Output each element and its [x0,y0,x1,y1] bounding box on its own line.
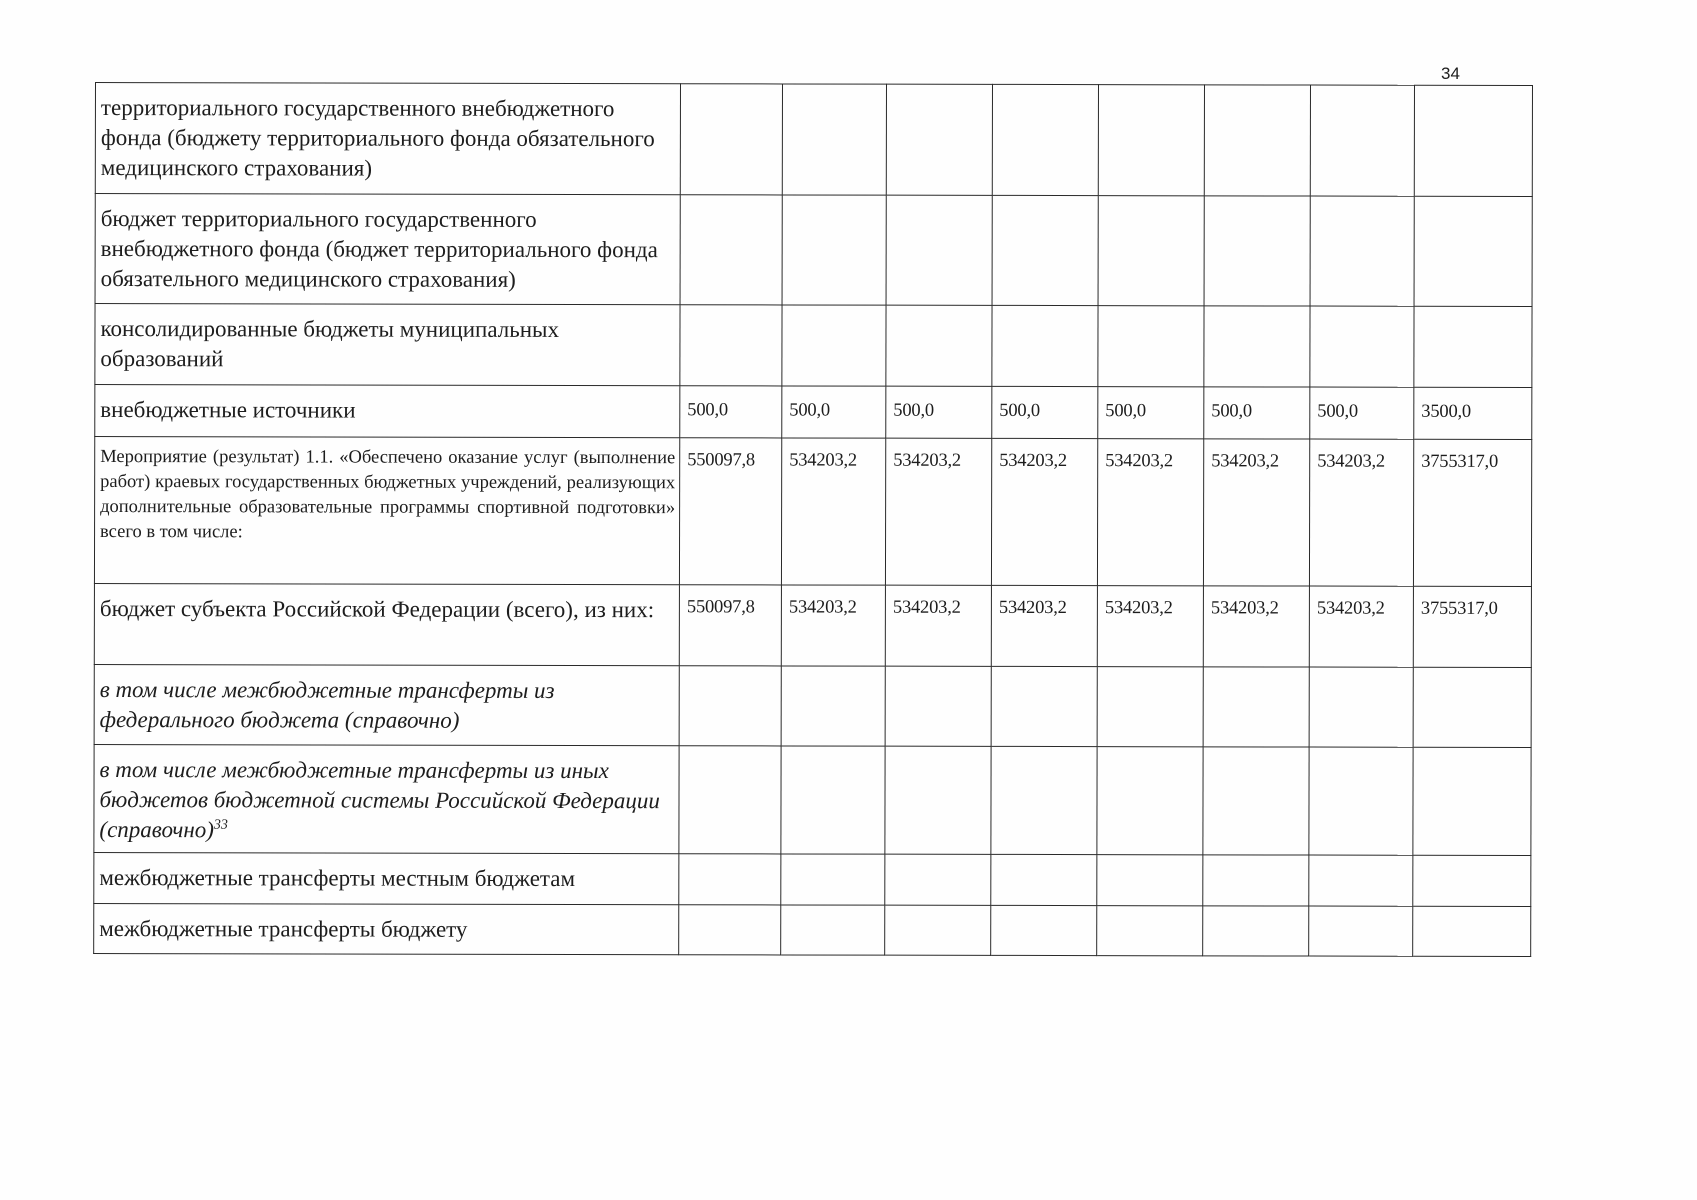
total-cell: 3500,0 [1414,387,1532,439]
value-cell: 534203,2 [781,438,885,585]
value-cell [1310,196,1414,306]
value-cell [679,905,781,955]
value-cell [781,746,885,854]
table-row [95,194,1532,307]
table-row [94,744,1531,855]
value-cell [1309,855,1413,906]
value-cell: 534203,2 [991,585,1097,666]
value-cell: 500,0 [992,386,1098,438]
value-cell [782,84,886,195]
value-cell [991,746,1097,854]
table-row [94,437,1531,587]
value-cell [781,666,885,746]
row-label: бюджет субъекта Российской Федерации (всего), из них: [94,583,679,665]
value-cell: 500,0 [1098,387,1204,439]
value-cell: 500,0 [886,386,992,438]
value-cell [886,195,992,305]
value-cell [782,195,886,305]
value-cell [885,854,991,905]
total-cell: 3755317,0 [1413,439,1531,586]
value-cell [1203,747,1309,855]
total-cell [1414,196,1532,306]
value-cell: 550097,8 [679,585,781,666]
table-row [95,385,1532,440]
value-cell [1204,196,1310,306]
value-cell [991,854,1097,905]
value-cell: 534203,2 [781,585,885,666]
footnote-marker: 33 [213,817,228,833]
table-row [94,852,1531,906]
row-label-text: в том числе межбюджетные трансферты из иных бюджетов бюджетной системы Российской Федерации (справочно) [99,757,660,843]
row-label [94,744,679,853]
value-cell [991,666,1097,746]
total-cell [1413,906,1531,956]
row-label: межбюджетные трансферты бюджету [94,903,679,954]
value-cell [885,905,991,955]
value-cell: 500,0 [782,386,886,438]
row-label: межбюджетные трансферты местным бюджетам [94,852,679,904]
value-cell [1098,196,1204,306]
value-cell [1204,85,1310,196]
value-cell [1098,85,1204,196]
value-cell [781,905,885,955]
value-cell [1203,906,1309,956]
table-row [94,903,1531,956]
table-row [95,83,1532,197]
value-cell: 534203,2 [1309,586,1413,667]
row-label: бюджет территориального государственного внебюджетного фонда (бюджет территориального фонда обязательного медицинского страхования) [95,194,680,305]
value-cell [1203,667,1309,747]
row-label: территориального государственного внебюджетного фонда (бюджету территориального фонда обязательного медицинского страхования) [95,83,680,195]
value-cell [1310,306,1414,387]
value-cell [1097,906,1203,956]
total-cell [1413,747,1531,855]
value-cell [781,854,885,905]
value-cell: 534203,2 [1097,439,1203,586]
value-cell: 500,0 [1204,387,1310,439]
table-row [94,664,1531,747]
value-cell: 534203,2 [991,438,1097,585]
budget-table [93,82,1533,957]
page-number: 34 [1441,64,1460,83]
total-cell [1413,667,1531,747]
total-cell [1414,85,1532,196]
value-cell [782,305,886,386]
value-cell: 500,0 [1310,387,1414,439]
row-label: консолидированные бюджеты муниципальных образований [95,304,680,386]
total-cell: 3755317,0 [1413,586,1531,667]
row-label: внебюджетные источники [95,385,680,438]
value-cell [1309,906,1413,956]
row-label: в том числе межбюджетные трансферты из федерального бюджета (справочно) [94,664,679,745]
value-cell [1097,855,1203,906]
value-cell [680,305,782,386]
value-cell: 534203,2 [1309,439,1413,586]
value-cell [991,905,1097,955]
value-cell [679,854,781,905]
value-cell [1310,85,1414,196]
value-cell [886,84,992,195]
value-cell: 534203,2 [1097,586,1203,667]
value-cell: 534203,2 [885,585,991,666]
value-cell [885,666,991,746]
value-cell: 500,0 [680,386,782,438]
value-cell [1097,747,1203,855]
table-row [95,304,1532,388]
value-cell [1203,855,1309,906]
value-cell [992,195,1098,305]
value-cell [680,84,782,195]
value-cell [1309,667,1413,747]
value-cell [992,84,1098,195]
value-cell: 534203,2 [1203,586,1309,667]
value-cell [1098,306,1204,387]
total-cell [1413,855,1531,906]
value-cell [679,666,781,746]
value-cell [679,746,781,854]
value-cell: 550097,8 [679,438,781,585]
value-cell [1204,306,1310,387]
value-cell [1097,667,1203,747]
value-cell [1309,747,1413,855]
value-cell [992,305,1098,386]
table-row [94,583,1531,667]
value-cell: 534203,2 [1203,439,1309,586]
value-cell [680,195,782,305]
value-cell [886,305,992,386]
value-cell: 534203,2 [885,438,991,585]
row-label: Мероприятие (результат) 1.1. «Обеспечено оказание услуг (выполнение работ) краевых государственных бюджетных учреждений, реализующих дополнительные образовательные программы спортивной подготовки» всего в том числе: [94,437,679,585]
total-cell [1414,306,1532,387]
value-cell [885,746,991,854]
